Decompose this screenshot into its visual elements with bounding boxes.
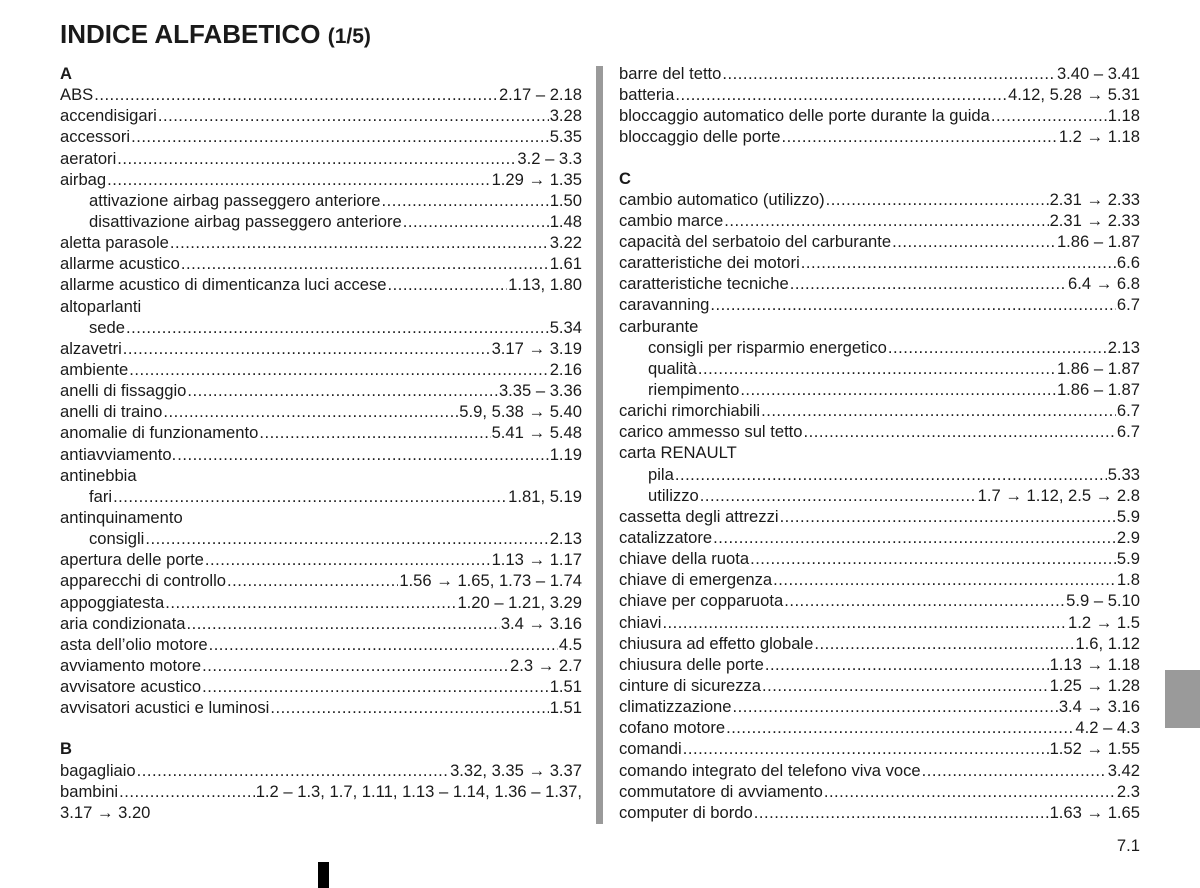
index-column-right <box>619 63 1140 823</box>
dot-leader <box>202 655 509 676</box>
entry-pages: 5.33 <box>1107 464 1140 484</box>
dot-leader <box>722 63 1056 84</box>
index-entry <box>60 380 582 401</box>
entry-term: chiusura ad effetto globale <box>619 633 814 653</box>
dot-leader <box>698 358 1056 379</box>
entry-pages: 6.7 <box>1116 295 1140 315</box>
entry-pages: 2.9 <box>1116 527 1140 547</box>
entry-term: caratteristiche tecniche <box>619 274 789 294</box>
entry-pages: 1.86 – 1.87 <box>1056 231 1140 251</box>
dot-leader <box>826 189 1049 210</box>
index-subentry <box>60 528 582 549</box>
index-entry <box>60 105 582 126</box>
entry-term: apertura delle porte <box>60 550 204 570</box>
dot-leader <box>259 422 490 443</box>
index-entry <box>619 273 1140 294</box>
index-subentry <box>619 464 1140 485</box>
entry-term: allarme acustico <box>60 254 180 274</box>
entry-pages: 1.2 – 1.3, 1.7, 1.11, 1.13 – 1.14, 1.36 – 1.37, <box>255 781 582 801</box>
index-entry <box>60 592 582 613</box>
dot-leader <box>131 126 549 147</box>
entry-term: comando integrato del telefono viva voce <box>619 760 921 780</box>
index-subentry <box>619 485 1140 506</box>
entry-pages: 3.2 – 3.3 <box>517 148 582 168</box>
entry-term: antiavviamento. <box>60 444 177 464</box>
entry-term: cassetta degli attrezzi <box>619 506 779 526</box>
entry-term: riempimento <box>648 379 740 399</box>
entry-term: comandi <box>619 739 682 759</box>
entry-term: bloccaggio automatico delle porte durante la guida <box>619 106 990 126</box>
entry-pages: 1.86 – 1.87 <box>1056 379 1140 399</box>
entry-pages: 2.3 → 2.7 <box>510 655 582 675</box>
entry-term: caravanning <box>619 295 710 315</box>
title-part: (1/5) <box>327 25 371 48</box>
entry-pages: 6.7 <box>1116 422 1140 442</box>
dot-leader <box>177 444 548 465</box>
entry-term: carico ammesso sul tetto <box>619 422 803 442</box>
index-heading-term: altoparlanti <box>60 296 142 316</box>
entry-term: accendisigari <box>60 106 157 126</box>
dot-leader <box>804 421 1116 442</box>
dot-leader <box>403 211 549 232</box>
dot-leader <box>754 802 1049 823</box>
entry-term: barre del tetto <box>619 64 722 83</box>
dot-leader <box>123 338 491 359</box>
dot-leader <box>700 485 977 506</box>
index-entry <box>60 338 582 359</box>
index-entry <box>619 210 1140 231</box>
entry-pages: 1.6, 1.12 <box>1075 633 1140 653</box>
index-entry <box>619 590 1140 611</box>
index-entry <box>619 189 1140 210</box>
entry-pages: 1.13, 1.80 <box>508 275 582 295</box>
index-entry <box>60 549 582 570</box>
entry-pages: 1.50 <box>549 190 582 210</box>
entry-term: avvisatore acustico <box>60 677 202 697</box>
index-entry <box>619 633 1140 654</box>
index-subentry <box>619 379 1140 400</box>
entry-term: ambiente <box>60 359 129 379</box>
entry-pages: 1.61 <box>549 254 582 274</box>
dot-leader <box>733 696 1058 717</box>
index-entry <box>60 570 582 591</box>
entry-term: cofano motore <box>619 718 726 738</box>
dot-leader <box>126 317 549 338</box>
entry-term: chiave della ruota <box>619 549 750 569</box>
entry-term: caratteristiche dei motori <box>619 253 800 273</box>
index-entry <box>619 126 1140 147</box>
entry-pages: 3.4 → 3.16 <box>1058 697 1140 717</box>
entry-pages: 1.20 – 1.21, 3.29 <box>457 592 582 612</box>
entry-term: aeratori <box>60 148 117 168</box>
index-entry <box>619 400 1140 421</box>
section-gap <box>60 718 582 738</box>
index-entry <box>619 569 1140 590</box>
entry-pages: 3.28 <box>549 106 582 126</box>
dot-leader <box>113 486 507 507</box>
entry-pages: 3.32, 3.35 → 3.37 <box>450 760 582 780</box>
index-heading-term: antinebbia <box>60 465 137 485</box>
entry-term: carichi rimorchiabili <box>619 401 761 421</box>
index-entry <box>60 634 582 655</box>
dot-leader <box>205 549 491 570</box>
index-entry <box>619 738 1140 759</box>
dot-leader <box>790 273 1067 294</box>
dot-leader <box>270 697 548 718</box>
entry-term: bagagliaio <box>60 760 136 780</box>
index-entry <box>60 253 582 274</box>
entry-pages: 3.40 – 3.41 <box>1056 64 1140 83</box>
index-entry <box>60 274 582 295</box>
entry-pages: 1.7 → 1.12, 2.5 → 2.8 <box>977 485 1140 505</box>
entry-pages: 1.86 – 1.87 <box>1056 358 1140 378</box>
column-divider <box>596 66 603 824</box>
index-entry <box>619 717 1140 738</box>
entry-term: utilizzo <box>648 485 699 505</box>
dot-leader <box>170 232 549 253</box>
dot-leader <box>824 781 1116 802</box>
index-entry <box>60 126 582 147</box>
entry-pages: 2.13 <box>1107 337 1140 357</box>
index-entry <box>60 359 582 380</box>
index-entry <box>619 105 1140 126</box>
dot-leader <box>187 380 498 401</box>
index-letter-heading: A <box>60 64 72 83</box>
entry-term: batteria <box>619 85 675 105</box>
entry-pages: 2.31 → 2.33 <box>1049 210 1140 230</box>
dot-leader <box>94 84 498 105</box>
dot-leader <box>726 717 1074 738</box>
entry-pages: 4.5 <box>558 634 582 654</box>
entry-term: chiave per copparuota <box>619 591 784 611</box>
index-entry <box>619 696 1140 717</box>
entry-pages: 2.13 <box>549 529 582 549</box>
entry-pages: 1.29 → 1.35 <box>491 169 582 189</box>
entry-pages: 1.48 <box>549 211 582 231</box>
entry-pages: 6.6 <box>1116 253 1140 273</box>
dot-leader <box>888 337 1107 358</box>
dot-leader <box>710 294 1116 315</box>
index-entry <box>619 231 1140 252</box>
index-entry <box>619 654 1140 675</box>
dot-leader <box>202 676 549 697</box>
dot-leader <box>724 210 1048 231</box>
dot-leader <box>675 464 1107 485</box>
chapter-thumb-tab <box>1165 670 1200 728</box>
entry-pages: 1.19 <box>549 444 582 464</box>
entry-term: accessori <box>60 127 131 147</box>
entry-term: consigli <box>89 529 145 549</box>
index-entry <box>60 655 582 676</box>
entry-pages: 5.9, 5.38 → 5.40 <box>459 402 582 422</box>
entry-term: climatizzazione <box>619 697 732 717</box>
dot-leader <box>163 401 458 422</box>
entry-pages: 1.13 → 1.17 <box>491 550 582 570</box>
index-letter-heading: C <box>619 168 631 188</box>
dot-leader <box>117 148 516 169</box>
entry-pages: 1.8 <box>1116 570 1140 590</box>
dot-leader <box>761 400 1116 421</box>
dot-leader <box>750 548 1116 569</box>
entry-pages: 1.25 → 1.28 <box>1049 675 1140 695</box>
index-heading-term: antinquinamento <box>60 507 183 527</box>
title-text: INDICE ALFABETICO <box>60 19 321 49</box>
entry-pages: 6.7 <box>1116 401 1140 421</box>
entry-pages: 4.12, 5.28 → 5.31 <box>1008 85 1140 105</box>
dot-leader <box>158 105 549 126</box>
entry-pages: 3.22 <box>549 233 582 253</box>
page-number: 7.1 <box>1116 836 1140 855</box>
dot-leader <box>137 760 449 781</box>
index-entry <box>60 760 582 781</box>
index-entry <box>60 148 582 169</box>
section-gap <box>619 148 1140 168</box>
index-entry <box>619 612 1140 633</box>
entry-term: sede <box>89 317 125 337</box>
entry-term: disattivazione airbag passeggero anteriore <box>89 211 402 231</box>
dot-leader <box>740 379 1056 400</box>
dot-leader <box>209 634 558 655</box>
entry-term: bloccaggio delle porte <box>619 127 781 147</box>
index-entry <box>60 84 582 105</box>
entry-term: consigli per risparmio energetico <box>648 337 887 357</box>
entry-term: avviamento motore <box>60 655 202 675</box>
entry-pages: 4.2 – 4.3 <box>1075 718 1140 738</box>
index-entry <box>619 63 1140 84</box>
entry-term: qualità <box>648 358 697 378</box>
entry-term: cambio automatico (utilizzo) <box>619 189 825 209</box>
entry-pages: 5.34 <box>549 317 582 337</box>
index-entry <box>60 169 582 190</box>
entry-pages: 5.9 <box>1116 549 1140 569</box>
entry-term: apparecchi di controllo <box>60 571 227 591</box>
index-entry <box>60 676 582 697</box>
index-entry <box>619 84 1140 105</box>
index-entry <box>619 506 1140 527</box>
dot-leader <box>119 781 255 802</box>
index-entry <box>60 697 582 718</box>
entry-term: anelli di fissaggio <box>60 381 187 401</box>
entry-term: appoggiatesta <box>60 592 165 612</box>
dot-leader <box>991 105 1107 126</box>
entry-term: avvisatori acustici e luminosi <box>60 698 270 718</box>
entry-pages: 1.13 → 1.18 <box>1049 654 1140 674</box>
dot-leader <box>382 190 549 211</box>
dot-leader <box>227 570 398 591</box>
entry-pages: 1.52 → 1.55 <box>1049 739 1140 759</box>
page-title <box>60 18 371 53</box>
dot-leader <box>922 760 1107 781</box>
index-entry <box>619 802 1140 823</box>
index-subentry <box>60 211 582 232</box>
dot-leader <box>186 613 499 634</box>
entry-term: anomalie di funzionamento <box>60 423 259 443</box>
entry-pages: 5.41 → 5.48 <box>491 423 582 443</box>
index-subentry <box>619 337 1140 358</box>
entry-pages: 3.17 → 3.19 <box>491 338 582 358</box>
dot-leader <box>107 169 490 190</box>
dot-leader <box>892 231 1056 252</box>
entry-term: aria condizionata <box>60 613 186 633</box>
entry-term: fari <box>89 486 113 506</box>
index-entry <box>619 760 1140 781</box>
dot-leader <box>801 252 1116 273</box>
entry-term: ABS <box>60 85 94 105</box>
dot-leader <box>129 359 548 380</box>
index-entry <box>619 548 1140 569</box>
entry-term: computer di bordo <box>619 802 753 822</box>
entry-pages: 3.4 → 3.16 <box>500 613 582 633</box>
index-subentry <box>60 190 582 211</box>
dot-leader <box>165 592 456 613</box>
dot-leader <box>713 527 1116 548</box>
index-entry <box>60 613 582 634</box>
entry-term: anelli di traino <box>60 402 163 422</box>
entry-pages: 5.9 – 5.10 <box>1066 591 1140 611</box>
print-crop-mark <box>318 862 329 888</box>
entry-term: pila <box>648 464 674 484</box>
entry-pages: 5.35 <box>549 127 582 147</box>
entry-term: attivazione airbag passeggero anteriore <box>89 190 381 210</box>
entry-pages: 1.81, 5.19 <box>508 486 582 506</box>
index-entry <box>619 527 1140 548</box>
entry-pages: 3.42 <box>1107 760 1140 780</box>
dot-leader <box>662 612 1067 633</box>
dot-leader <box>781 126 1057 147</box>
index-subentry <box>60 486 582 507</box>
index-entry <box>619 421 1140 442</box>
index-entry <box>60 422 582 443</box>
entry-term: chiave di emergenza <box>619 570 773 590</box>
dot-leader <box>814 633 1074 654</box>
dot-leader <box>675 84 1007 105</box>
index-entry <box>619 675 1140 696</box>
entry-term: bambini <box>60 781 119 801</box>
entry-term: cinture di sicurezza <box>619 675 762 695</box>
dot-leader <box>780 506 1116 527</box>
entry-term: chiusura delle porte <box>619 654 764 674</box>
entry-pages: 1.2 → 1.5 <box>1068 612 1140 632</box>
dot-leader <box>773 569 1116 590</box>
entry-pages: 1.51 <box>549 677 582 697</box>
entry-term: aletta parasole <box>60 233 169 253</box>
entry-term: allarme acustico di dimenticanza luci accese <box>60 275 387 295</box>
index-column-left <box>60 63 582 823</box>
dot-leader <box>388 274 508 295</box>
entry-term: asta dell’olio motore <box>60 634 208 654</box>
entry-pages: 6.4 → 6.8 <box>1068 274 1140 294</box>
entry-term: capacità del serbatoio del carburante <box>619 231 892 251</box>
entry-pages: 1.56 → 1.65, 1.73 – 1.74 <box>399 571 582 591</box>
dot-leader <box>762 675 1049 696</box>
entry-term: cambio marce <box>619 210 724 230</box>
index-heading-term: carburante <box>619 316 699 336</box>
entry-pages: 1.2 → 1.18 <box>1058 127 1140 147</box>
index-letter-heading: B <box>60 739 72 759</box>
entry-term: chiavi <box>619 612 662 632</box>
index-entry <box>60 444 582 465</box>
dot-leader <box>181 253 549 274</box>
dot-leader <box>765 654 1049 675</box>
entry-pages: 1.18 <box>1107 106 1140 126</box>
entry-pages: 2.31 → 2.33 <box>1049 189 1140 209</box>
entry-pages: 1.51 <box>549 698 582 718</box>
dot-leader <box>784 590 1065 611</box>
entry-term: catalizzatore <box>619 527 713 547</box>
index-heading-term: 3.17 → 3.20 <box>60 802 151 822</box>
index-entry <box>619 294 1140 315</box>
entry-term: commutatore di avviamento <box>619 781 823 801</box>
entry-pages: 1.63 → 1.65 <box>1049 802 1140 822</box>
dot-leader <box>683 738 1049 759</box>
index-entry <box>619 781 1140 802</box>
index-entry <box>60 232 582 253</box>
entry-term: airbag <box>60 169 107 189</box>
entry-term: alzavetri <box>60 338 122 358</box>
index-subentry <box>619 358 1140 379</box>
entry-pages: 5.9 <box>1116 506 1140 526</box>
entry-pages: 3.35 – 3.36 <box>498 381 582 401</box>
index-entry <box>60 781 582 802</box>
index-heading-term: carta RENAULT <box>619 443 737 463</box>
index-subentry <box>60 317 582 338</box>
entry-pages: 2.17 – 2.18 <box>498 85 582 105</box>
dot-leader <box>145 528 548 549</box>
entry-pages: 2.3 <box>1116 781 1140 801</box>
index-entry <box>60 401 582 422</box>
index-entry <box>619 252 1140 273</box>
entry-pages: 2.16 <box>549 359 582 379</box>
